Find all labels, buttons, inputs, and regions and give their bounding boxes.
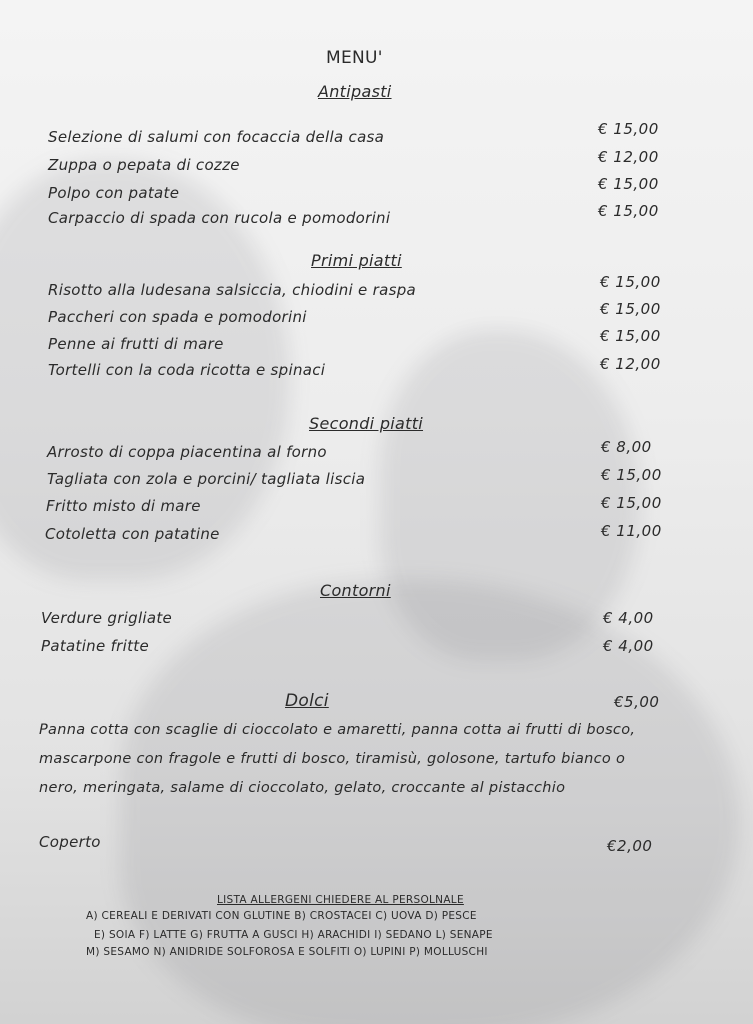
dolci-description: Panna cotta con scaglie di cioccolato e amaretti, panna cotta ai frutti di bosco, [39, 722, 636, 738]
dish-price: € 12,00 [598, 148, 659, 166]
heading-primi: Primi piatti [311, 251, 402, 270]
dish-price: € 15,00 [598, 120, 659, 138]
dish-name: Tagliata con zola e porcini/ tagliata liscia [47, 470, 366, 488]
dish-price: € 12,00 [600, 355, 661, 373]
dish-name: Cotoletta con patatine [45, 525, 220, 543]
dish-price: € 15,00 [598, 175, 659, 193]
allergens-line: A) CEREALI E DERIVATI CON GLUTINE B) CROSTACEI C) UOVA D) PESCE [86, 910, 477, 922]
dolci-description: nero, meringata, salame di cioccolato, gelato, croccante al pistacchio [39, 780, 566, 796]
dish-name: Polpo con patate [48, 184, 180, 202]
dish-price: € 4,00 [603, 637, 654, 655]
dish-price: € 11,00 [601, 522, 662, 540]
allergens-heading: LISTA ALLERGENI CHIEDERE AL PERSOLNALE [217, 894, 464, 906]
dish-name: Tortelli con la coda ricotta e spinaci [48, 361, 326, 379]
dish-price: € 15,00 [600, 300, 661, 318]
dish-name: Arrosto di coppa piacentina al forno [47, 443, 327, 461]
heading-contorni: Contorni [320, 581, 391, 600]
dish-name: Fritto misto di mare [46, 497, 201, 515]
coperto-label: Coperto [39, 833, 101, 851]
allergens-line: E) SOIA F) LATTE G) FRUTTA A GUSCI H) ARACHIDI I) SEDANO L) SENAPE [94, 929, 493, 941]
heading-antipasti: Antipasti [318, 82, 392, 101]
dish-price: € 15,00 [598, 202, 659, 220]
heading-secondi: Secondi piatti [309, 414, 424, 433]
dish-name: Paccheri con spada e pomodorini [48, 308, 307, 326]
dish-name: Selezione di salumi con focaccia della casa [48, 128, 385, 146]
page-title: MENU' [326, 48, 383, 68]
coperto-price: €2,00 [607, 837, 653, 855]
dish-price: € 8,00 [601, 438, 652, 456]
dish-name: Zuppa o pepata di cozze [48, 156, 240, 174]
dish-price: € 15,00 [601, 494, 662, 512]
heading-dolci: Dolci [285, 691, 329, 711]
dish-name: Patatine fritte [41, 637, 149, 655]
dish-price: € 15,00 [600, 327, 661, 345]
dish-price: € 15,00 [600, 273, 661, 291]
dish-name: Carpaccio di spada con rucola e pomodorini [48, 209, 391, 227]
dish-price: € 15,00 [601, 466, 662, 484]
dolci-price: €5,00 [614, 693, 660, 711]
dish-price: € 4,00 [603, 609, 654, 627]
dish-name: Penne ai frutti di mare [48, 335, 224, 353]
allergens-line: M) SESAMO N) ANIDRIDE SOLFOROSA E SOLFITI O) LUPINI P) MOLLUSCHI [86, 946, 488, 958]
dish-name: Verdure grigliate [41, 609, 173, 627]
dish-name: Risotto alla ludesana salsiccia, chiodini e raspa [48, 281, 417, 299]
dolci-description: mascarpone con fragole e frutti di bosco, tiramisù, golosone, tartufo bianco o [39, 751, 626, 767]
